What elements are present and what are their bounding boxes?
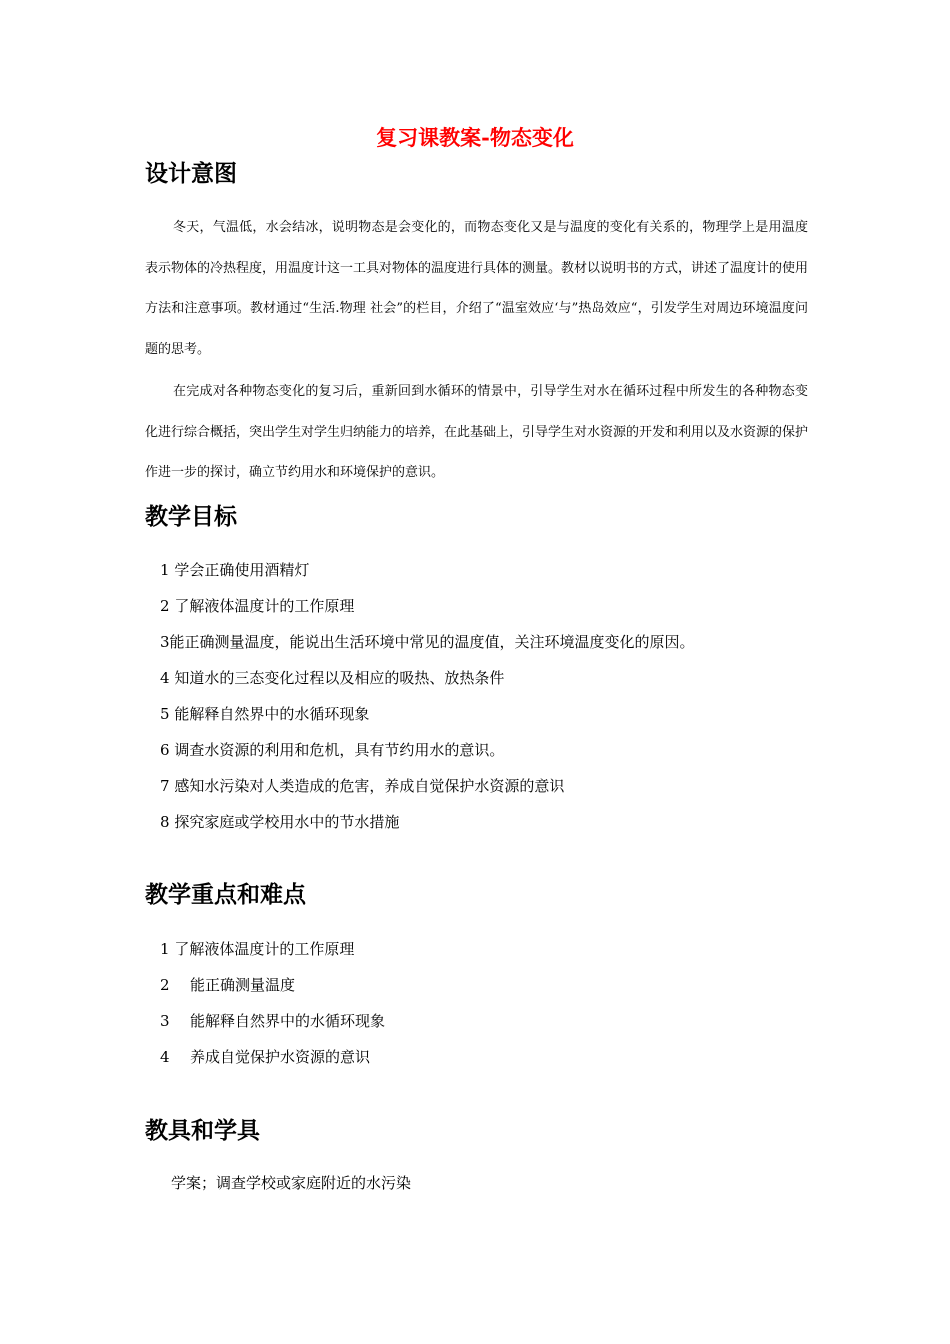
key-point-number: 1 [160,940,170,958]
key-point-text: 能正确测量温度 [190,976,296,994]
goal-text: 能正确测量温度，能说出生活环境中常见的温度值，关注环境温度变化的原因。 [169,633,695,651]
goal-number: 2 [160,597,170,615]
section-heading-design: 设计意图 [145,160,237,187]
key-point-text: 能解释自然界中的水循环现象 [190,1012,386,1030]
goal-number: 7 [160,777,170,795]
goal-number: 1 [160,561,170,579]
goal-number: 3 [160,633,170,651]
goal-item [160,559,309,581]
section-heading-goals: 教学目标 [145,503,237,530]
key-point-number: 4 [160,1048,170,1066]
goal-item [160,631,695,653]
goal-number: 5 [160,705,170,723]
key-point-text: 养成自觉保护水资源的意识 [190,1048,371,1066]
tools-text: 学案；调查学校或家庭附近的水污染 [171,1174,412,1192]
goal-text: 探究家庭或学校用水中的节水措施 [174,813,400,831]
key-point-number: 3 [160,1012,170,1030]
goal-text: 能解释自然界中的水循环现象 [174,705,370,723]
goal-text: 感知水污染对人类造成的危害，养成自觉保护水资源的意识 [174,777,565,795]
key-point-item [160,1046,370,1068]
design-paragraph-2: 在完成对各种物态变化的复习后，重新回到水循环的情景中，引导学生对水在循环过程中所发生的各种物态变化进行综合概括，突出学生对学生归纳能力的培养，在此基础上，引导学生对水资源的开发和利用以及水资源的保护作进一步的探讨，确立节约用水和环境保护的意识。 [145,384,809,480]
goal-item [160,703,369,725]
goal-text: 学会正确使用酒精灯 [174,561,310,579]
goal-number: 6 [160,741,170,759]
goal-text: 调查水资源的利用和危机，具有节约用水的意识。 [174,741,505,759]
key-point-item [160,938,354,960]
goal-item [160,667,504,689]
goal-text: 了解液体温度计的工作原理 [174,597,355,615]
key-point-item [160,1010,385,1032]
goal-item [160,739,504,761]
key-point-text: 了解液体温度计的工作原理 [174,940,355,958]
key-point-item [160,974,295,996]
goal-item [160,595,354,617]
goal-item [160,775,564,797]
section-heading-key-points: 教学重点和难点 [145,881,306,908]
goal-item [160,811,399,833]
goal-text: 知道水的三态变化过程以及相应的吸热、放热条件 [174,669,505,687]
goal-number: 8 [160,813,170,831]
design-paragraph-1: 冬天，气温低，水会结冰，说明物态是会变化的，而物态变化又是与温度的变化有关系的，物理学上是用温度表示物体的冷热程度，用温度计这一工具对物体的温度进行具体的测量。教材以说明书的方式，讲述了温度计的使用方法和注意事项。教材通过“生活.物理 社会”的栏目，介绍了“温室效应‘与”热岛效应“，引发学生对周边环境温度问题的思考。 [145,220,809,357]
document-title: 复习课教案-物态变化 [376,125,574,150]
section-heading-tools: 教具和学具 [145,1117,260,1144]
key-point-number: 2 [160,976,170,994]
goal-number: 4 [160,669,170,687]
